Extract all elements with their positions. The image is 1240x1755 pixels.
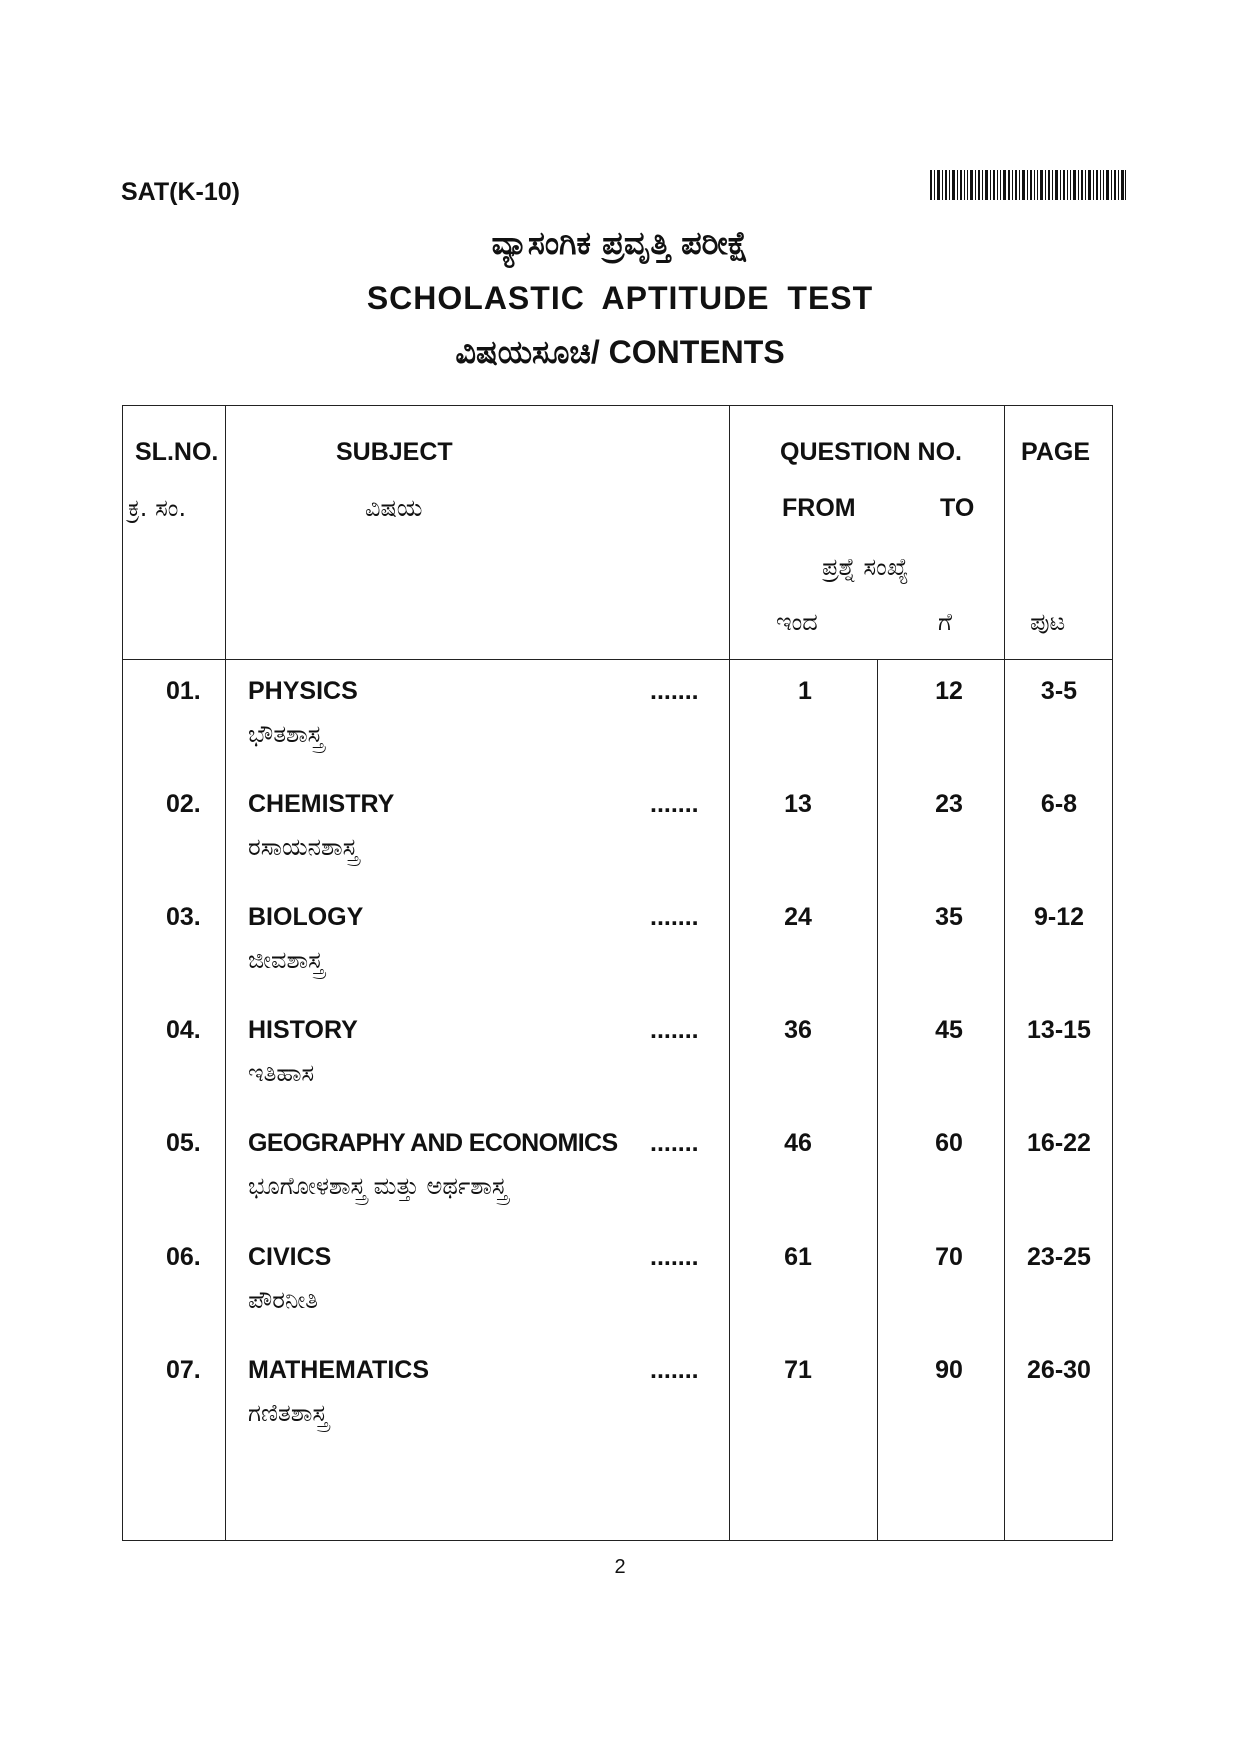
row-subject: CIVICS bbox=[248, 1243, 332, 1271]
row-subject: HISTORY bbox=[248, 1016, 358, 1044]
row-sl-number: 05. bbox=[166, 1129, 201, 1157]
row-from: 36 bbox=[784, 1016, 812, 1044]
row-to: 90 bbox=[935, 1356, 963, 1384]
header-to: TO bbox=[940, 494, 975, 522]
row-subject: GEOGRAPHY AND ECONOMICS bbox=[248, 1129, 618, 1157]
row-to: 23 bbox=[935, 790, 963, 818]
header-from: FROM bbox=[782, 494, 856, 522]
row-page: 9-12 bbox=[1033, 903, 1085, 931]
document-code: SAT(K-10) bbox=[121, 178, 240, 206]
row-subject-kannada: ರಸಾಯನಶಾಸ್ತ್ರ bbox=[248, 833, 359, 861]
title-english: SCHOLASTIC APTITUDE TEST bbox=[366, 280, 874, 316]
header-page-kannada: ಪುಟ bbox=[1030, 608, 1066, 636]
row-from: 71 bbox=[784, 1356, 812, 1384]
row-subject-kannada: ಭೂಗೋಳಶಾಸ್ತ್ರ ಮತ್ತು ಅರ್ಥಶಾಸ್ತ್ರ bbox=[248, 1172, 508, 1200]
row-sl-number: 03. bbox=[166, 903, 201, 931]
header-slno-kannada: ಕ್ರ. ಸಂ. bbox=[128, 494, 187, 522]
row-sl-number: 06. bbox=[166, 1243, 201, 1271]
row-subject-kannada: ಭೌತಶಾಸ್ತ್ರ bbox=[248, 720, 324, 748]
row-page: 26-30 bbox=[1027, 1356, 1091, 1384]
row-page: 3-5 bbox=[1040, 677, 1078, 705]
row-to: 12 bbox=[935, 677, 963, 705]
row-sl-number: 02. bbox=[166, 790, 201, 818]
row-from: 46 bbox=[784, 1129, 812, 1157]
header-question-no: QUESTION NO. bbox=[780, 438, 962, 466]
column-divider-from-to bbox=[877, 659, 878, 1541]
row-from: 13 bbox=[784, 790, 812, 818]
row-from: 61 bbox=[784, 1243, 812, 1271]
row-subject: PHYSICS bbox=[248, 677, 358, 705]
header-subject: SUBJECT bbox=[336, 438, 453, 466]
row-leader-dots: ....... bbox=[650, 1356, 699, 1384]
row-leader-dots: ....... bbox=[650, 903, 699, 931]
row-page: 6-8 bbox=[1040, 790, 1078, 818]
row-subject: CHEMISTRY bbox=[248, 790, 395, 818]
row-to: 45 bbox=[935, 1016, 963, 1044]
row-leader-dots: ....... bbox=[650, 677, 699, 705]
contents-heading: ವಿಷಯಸೂಚಿ/ CONTENTS bbox=[455, 334, 785, 370]
header-question-no-kannada: ಪ್ರಶ್ನೆ ಸಂಖ್ಯೆ bbox=[822, 553, 909, 581]
header-to-kannada: ಗೆ bbox=[938, 608, 952, 636]
row-page: 23-25 bbox=[1027, 1243, 1091, 1271]
row-subject-kannada: ಪೌರನೀತಿ bbox=[248, 1286, 318, 1314]
row-to: 70 bbox=[935, 1243, 963, 1271]
row-subject-kannada: ಜೀವಶಾಸ್ತ್ರ bbox=[248, 946, 324, 974]
header-from-kannada: ಇಂದ bbox=[776, 608, 818, 636]
title-kannada: ವ್ಯಾಸಂಗಿಕ ಪ್ರವೃತ್ತಿ ಪರೀಕ್ಷೆ bbox=[491, 224, 749, 262]
row-subject-kannada: ಇತಿಹಾಸ bbox=[248, 1059, 315, 1087]
row-from: 1 bbox=[798, 677, 812, 705]
header-page: PAGE bbox=[1021, 438, 1090, 466]
row-to: 60 bbox=[935, 1129, 963, 1157]
row-subject: MATHEMATICS bbox=[248, 1356, 429, 1384]
row-leader-dots: ....... bbox=[650, 1243, 699, 1271]
page-number: 2 bbox=[614, 1556, 626, 1578]
row-page: 13-15 bbox=[1027, 1016, 1091, 1044]
row-sl-number: 07. bbox=[166, 1356, 201, 1384]
row-sl-number: 04. bbox=[166, 1016, 201, 1044]
row-from: 24 bbox=[784, 903, 812, 931]
barcode-image bbox=[930, 170, 1126, 200]
row-subject-kannada: ಗಣಿತಶಾಸ್ತ್ರ bbox=[248, 1399, 328, 1427]
row-leader-dots: ....... bbox=[650, 1129, 699, 1157]
column-divider-subject bbox=[729, 405, 730, 1541]
row-leader-dots: ....... bbox=[650, 1016, 699, 1044]
header-divider bbox=[122, 659, 1113, 660]
column-divider-slno bbox=[225, 405, 226, 1541]
header-slno: SL.NO. bbox=[135, 438, 219, 466]
row-leader-dots: ....... bbox=[650, 790, 699, 818]
header-subject-kannada: ವಿಷಯ bbox=[365, 494, 423, 522]
row-sl-number: 01. bbox=[166, 677, 201, 705]
row-to: 35 bbox=[935, 903, 963, 931]
row-page: 16-22 bbox=[1027, 1129, 1091, 1157]
row-subject: BIOLOGY bbox=[248, 903, 364, 931]
